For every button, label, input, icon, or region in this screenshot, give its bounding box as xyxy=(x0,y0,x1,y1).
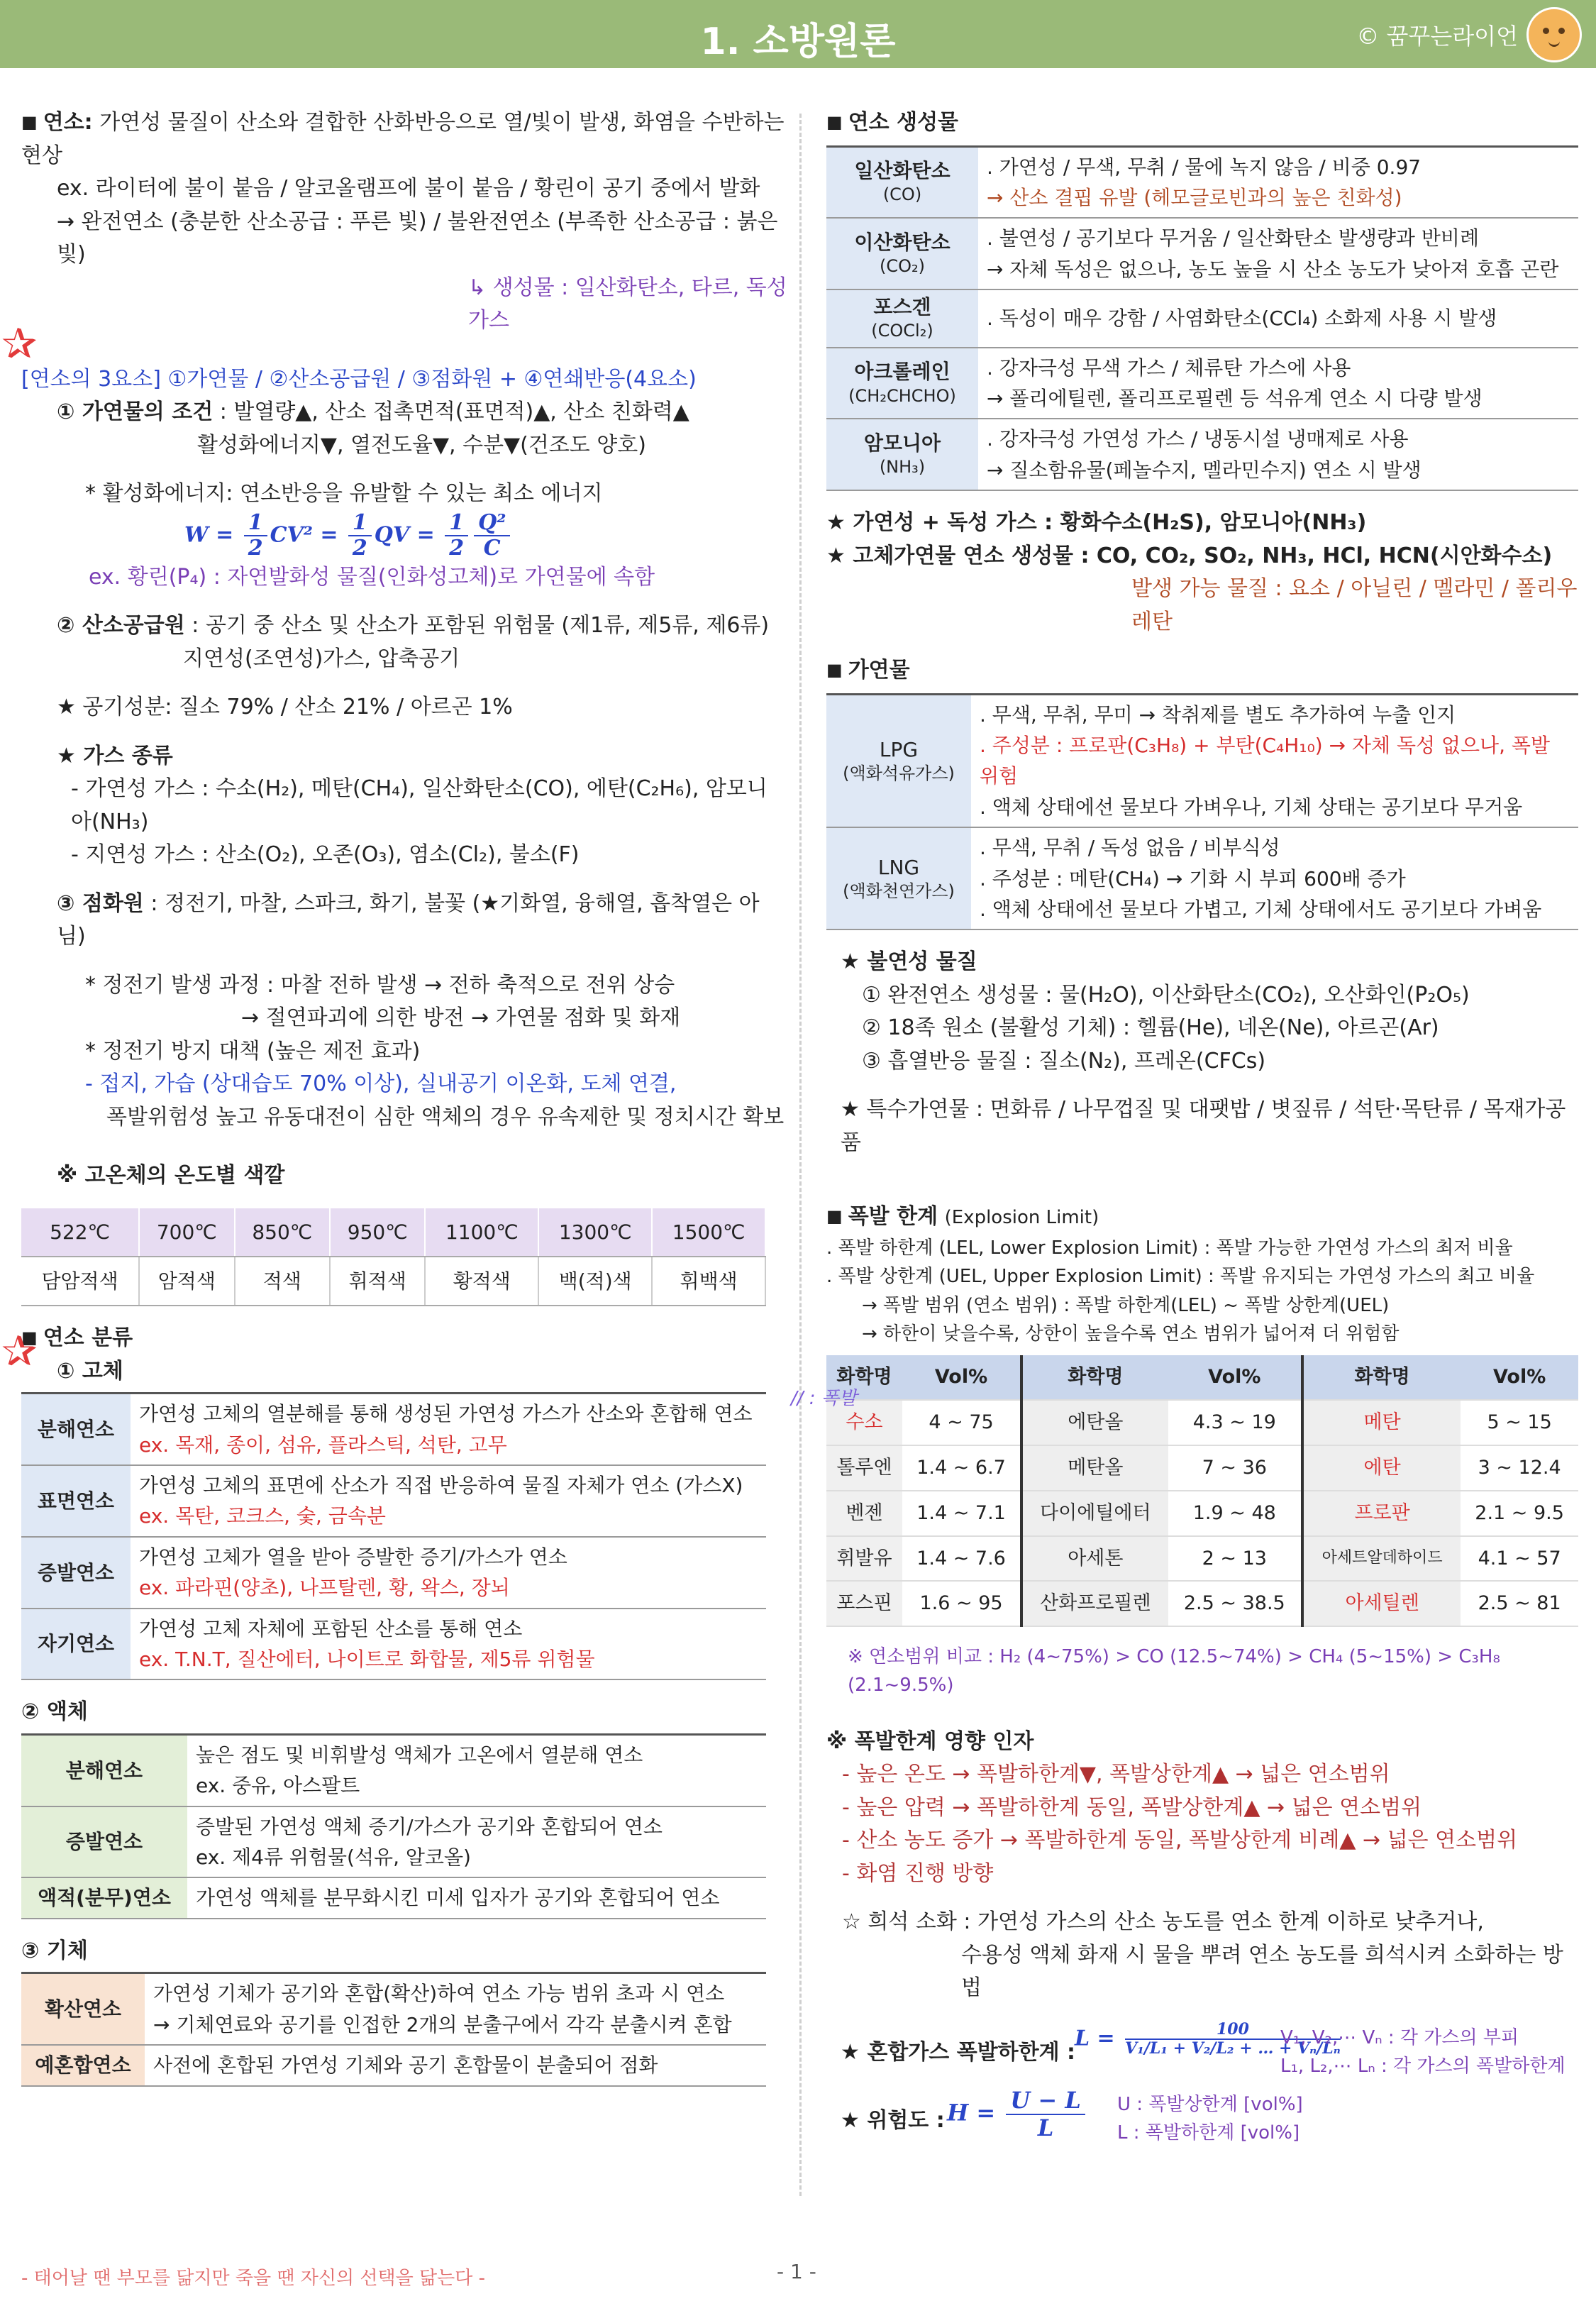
chemical-name: 수소 xyxy=(826,1400,902,1445)
chemical-name: 프로판 xyxy=(1302,1491,1461,1536)
combustion-elements-title: [연소의 3요소] ①가연물 / ②산소공급원 / ③점화원 + ④연쇄반응(4요소) xyxy=(21,366,697,392)
risk-formula: ★ 위험도 : H = $\frac{U - L}{L}$ U : 폭발상한계 [vol%] L : 폭발하한계 [vol%] xyxy=(841,2086,1303,2144)
temp-cell: 1500℃ xyxy=(652,1208,765,1257)
activation-energy-note: * 활성화에너지: 연소반응을 유발할 수 있는 최소 에너지 xyxy=(85,481,603,506)
color-cell: 백(적)색 xyxy=(538,1257,652,1306)
factor-item: - 화염 진행 방향 xyxy=(842,1860,994,1886)
fuels-table: LPG (액화석유가스) . 무색, 무취, 무미 → 착취제를 별도 추가하여 누출 인지 . 주성분 : 프로판(C₃H₈) + 부탄(C₄H₁₀) → 자체 독성 없으나, 폭발 위험 . 액체 상태에선 물보다 가벼우나, 기체 상태는 공기보다 무거움 LNG (액화천연가스) . 무색, 무취 / 독성 없음 / 비부식성 . 주성분 : 메탄(CH₄) → 기화 시 부피 600배 증가 . 액체 상태에선 물보다 가볍고, 기체 상태에서도 공기보다 가벼움 xyxy=(826,693,1578,931)
supporting-gases: - 지연성 가스 : 산소(O₂), 오존(O₃), 염소(Cl₂), 불소(F) xyxy=(71,842,580,867)
row-label: 확산연소 xyxy=(21,1973,145,2045)
liquid-combustion-table: 분해연소 높은 점도 및 비휘발성 액체가 고온에서 열분해 연소 ex. 중유, 아스팔트 증발연소 증발된 가연성 액체 증기/가스가 공기와 혼합되어 연소 ex. 제4류 위험물(석유, 알코올) 액적(분무)연소 가연성 액체를 분무화시킨 미세 입자가 공기와 혼합되어 연소 xyxy=(21,1733,766,1919)
complete-combustion: → 완전연소 (충분한 산소공급 : 푸른 빛) / 불완전연소 (부족한 산소공급 : 붉은 빛) xyxy=(57,209,778,267)
copyright-text: © 꿈꾸는라이언 xyxy=(1356,23,1518,50)
dilution-extinguish: ☆ 희석 소화 : 가연성 가스의 산소 농도를 연소 한계 이하로 낮추거나, xyxy=(842,1909,1484,1935)
color-cell: 암적색 xyxy=(139,1257,234,1306)
phosphorus-example: ex. 황린(P₄) : 자연발화성 물질(인화성고체)로 가연물에 속함 xyxy=(89,564,655,590)
gas-types-title: ★ 가스 종류 xyxy=(57,743,173,768)
right-column xyxy=(826,106,1578,2156)
nonflammable-item: ① 완전연소 생성물 : 물(H₂O), 이산화탄소(CO₂), 오산화인(P₂O₅) xyxy=(862,982,1470,1008)
row-label: 표면연소 xyxy=(21,1465,131,1537)
color-cell: 휘적색 xyxy=(330,1257,425,1306)
lel-def: . 폭발 하한계 (LEL, Lower Explosion Limit) : 폭발 가능한 가연성 가스의 최저 비율 xyxy=(826,1237,1513,1259)
static-prevention-2: 폭발위험성 높고 유동대전이 심한 액체의 경우 유속제한 및 정치시간 확보 xyxy=(106,1104,785,1130)
temperature-color-title: ※ 고온체의 온도별 색깔 xyxy=(57,1163,285,1188)
chemical-name: 다이에틸에터 xyxy=(1021,1491,1168,1536)
chemical-name: 메탄 xyxy=(1302,1400,1461,1445)
fuel-conditions: ① 가연물의 조건 : 발열량▲, 산소 접촉면적(표면적)▲, 산소 친화력▲ xyxy=(57,399,689,424)
temp-cell: 1100℃ xyxy=(425,1208,538,1257)
row-label: 증발연소 xyxy=(21,1537,131,1609)
energy-formula: W = $\frac{1}{2}$ CV² = $\frac{1}{2}$ QV = $\frac{1}{2}$ $\frac{\text{Q²}}{C}$ xyxy=(21,511,787,561)
incomplete-products: ↳ 생성물 : 일산화탄소, 타르, 독성가스 xyxy=(468,275,787,333)
toxic-gases: ★ 가연성 + 독성 가스 : 황화수소(H₂S), 암모니아(NH₃) xyxy=(826,510,1367,536)
row-label: 예혼합연소 xyxy=(21,2045,145,2085)
solid-title: ① 고체 xyxy=(57,1358,123,1384)
chemical-name: 휘발유 xyxy=(826,1536,902,1582)
temp-cell: 700℃ xyxy=(139,1208,234,1257)
combustion-example: ex. 라이터에 불이 붙음 / 알코올램프에 불이 붙음 / 황린이 공기 중에서 발화 xyxy=(57,176,760,201)
nonflammable-title: ★ 불연성 물질 xyxy=(841,949,977,975)
temp-cell: 950℃ xyxy=(330,1208,425,1257)
star-mark-icon: ✰ xyxy=(1,1327,38,1377)
oxygen-source: ② 산소공급원 : 공기 중 산소 및 산소가 포함된 위험물 (제1류, 제5류, 제6류) xyxy=(57,613,770,638)
flammable-gases: - 가연성 가스 : 수소(H₂), 메탄(CH₄), 일산화탄소(CO), 에탄(C₂H₆), 암모니아(NH₃) xyxy=(71,776,767,834)
temp-cell: 522℃ xyxy=(21,1208,139,1257)
chemical-name: 아세틸렌 xyxy=(1302,1581,1461,1626)
combustion-definition: ■ 연소: 가연성 물질이 산소와 결합한 산화반응으로 열/빛이 발생, 화염을 수반하는 현상 xyxy=(21,106,787,172)
range-comparison: ※ 연소범위 비교 : H₂ (4~75%) > CO (12.5~74%) > CH₄ (5~15%) > C₃H₈ (2.1~9.5%) xyxy=(848,1646,1500,1697)
special-combustibles: ★ 특수가연물 : 면화류 / 나무껍질 및 대팻밥 / 볏짚류 / 석탄·목탄류 / 목재가공품 xyxy=(841,1097,1566,1155)
possible-substances: 발생 가능 물질 : 요소 / 아닐린 / 멜라민 / 폴리우레탄 xyxy=(1131,576,1578,634)
row-label: 증발연소 xyxy=(21,1806,187,1878)
page-title: 1. 소방원론 xyxy=(700,21,896,63)
chemical-name: 에탄 xyxy=(1302,1445,1461,1491)
chemical-name: 아세트알데하이드 xyxy=(1302,1536,1461,1582)
uel-def: . 폭발 상한계 (UEL, Upper Explosion Limit) : 폭발 유지되는 가연성 가스의 최고 비율 xyxy=(826,1266,1535,1288)
static-prevention-title: * 정전기 방지 대책 (높은 제전 효과) xyxy=(85,1038,421,1064)
dilution-extinguish-2: 수용성 액체 화재 시 물을 뿌려 연소 농도를 희석시켜 소화하는 방법 xyxy=(961,1942,1563,2001)
color-cell: 휘백색 xyxy=(652,1257,765,1306)
gas-title: ③ 기체 xyxy=(21,1938,88,1963)
chemical-name: 톨루엔 xyxy=(826,1445,902,1491)
chemical-name: 벤젠 xyxy=(826,1491,902,1536)
liquid-title: ② 액체 xyxy=(21,1699,88,1725)
nonflammable-item: ③ 흡열반응 물질 : 질소(N₂), 프레온(CFCs) xyxy=(862,1048,1266,1074)
explosion-limit-table: 화학명 Vol% 화학명 Vol% 화학명 Vol% 수소 4 ~ 75 에탄올 4.3 ~ 19 메탄 5 ~ 15 톨루엔 1.4 ~ 6.7 메탄올 7 ~ 36 에탄 3 ~ 12.4 벤젠 1.4 ~ 7.1 다이에틸에터 1.9 ~ 48 프로판 2.1 ~ 9.5 휘발유 1.4 ~ 7.6 아세톤 2 ~ 13 아세트알데하이드 4.1 ~ 57 포스핀 1.6 ~ 95 산화프로필렌 2.5 ~ 38.5 아세틸렌 2.5 ~ 81 xyxy=(826,1355,1578,1627)
products-table: 일산화탄소 (CO) . 가연성 / 무색, 무취 / 물에 녹지 않음 / 비중 0.97 → 산소 결핍 유발 (헤모글로빈과의 높은 친화성) 이산화탄소 (CO₂) . 불연성 / 공기보다 무거움 / 일산화탄소 발생량과 반비례 → 자체 독성은 없으나, 농도 높을 시 산소 농도가 낮아져 호흡 곤란 포스겐 (COCl₂) . 독성이 매우 강함 / 사염화탄소(CCl₄) 소화제 사용 시 발생 아크롤레인 (CH₂CHCHO) . 강자극성 무색 가스 / 체류탄 가스에 사용 → 폴리에틸렌, 폴리프로필렌 등 석유계 연소 시 다량 발생 암모니아 (NH₃) . 강자극성 가연성 가스 / 냉동시설 냉매제로 사용 → 질소함유물(페놀수지, 멜라민수지) 연소 시 발생 xyxy=(826,145,1578,492)
row-label: 분해연소 xyxy=(21,1394,131,1465)
chemical-name: 아세톤 xyxy=(1021,1536,1168,1582)
factor-item: - 산소 농도 증가 → 폭발하한계 동일, 폭발상한계 비례▲ → 넓은 연소범위 xyxy=(842,1828,1518,1853)
factor-item: - 높은 온도 → 폭발하한계▼, 폭발상한계▲ → 넓은 연소범위 xyxy=(842,1762,1390,1787)
factors-title: ※ 폭발한계 영향 인자 xyxy=(826,1728,1034,1754)
static-prevention: - 접지, 가습 (상대습도 70% 이상), 실내공기 이온화, 도체 연결, xyxy=(85,1071,677,1096)
factor-item: - 높은 압력 → 폭발하한계 동일, 폭발상한계▲ → 넓은 연소범위 xyxy=(842,1794,1422,1820)
row-label: 분해연소 xyxy=(21,1734,187,1806)
chemical-name: 산화프로필렌 xyxy=(1021,1581,1168,1626)
lion-logo-icon xyxy=(1526,7,1582,62)
solid-fuel-products: ★ 고체가연물 연소 생성물 : CO, CO₂, SO₂, NH₃, HCl, HCN(시안화수소) xyxy=(826,543,1553,568)
chemical-name: 에탄올 xyxy=(1021,1400,1168,1445)
static-process: * 정전기 발생 과정 : 마찰 전하 발생 → 전하 축적으로 전위 상승 xyxy=(85,972,675,998)
chemical-name: 포스핀 xyxy=(826,1581,902,1626)
chemical-name: 메탄올 xyxy=(1021,1445,1168,1491)
nonflammable-item: ② 18족 원소 (불활성 기체) : 헬륨(He), 네온(Ne), 아르곤(Ar) xyxy=(862,1015,1439,1041)
temperature-color-table xyxy=(21,1208,766,1307)
row-label: 액적(분무)연소 xyxy=(21,1877,187,1918)
fuel-conditions-2: 활성화에너지▼, 열전도율▼, 수분▼(건조도 양호) xyxy=(197,432,646,458)
classification-title: ■ 연소 분류 xyxy=(21,1322,787,1355)
color-cell: 담암적색 xyxy=(21,1257,139,1306)
temp-cell: 1300℃ xyxy=(538,1208,652,1257)
left-column xyxy=(21,106,787,2087)
static-process-2: → 절연파괴에 의한 방전 → 가연물 점화 및 화재 xyxy=(241,1005,681,1030)
header-bar xyxy=(0,0,1596,68)
products-title: ■ 연소 생성물 xyxy=(826,106,1578,140)
temp-cell: 850℃ xyxy=(235,1208,330,1257)
handwritten-scribble: // : 폭발 xyxy=(791,1388,858,1409)
explosion-danger: → 하한이 낮을수록, 상한이 높을수록 연소 범위가 넓어져 더 위험함 xyxy=(862,1323,1400,1345)
mixed-gas-formula: ★ 혼합가스 폭발하한계 : L = $\frac{100}{\text{V₁/L₁ + V₂/L₂ + … + Vₙ/Lₙ}}$ V₁, V₂,⋯ Vₙ : 각 가스의 부피 L₁, L₂,⋯ Lₙ : 각 가스의 폭발하한계 xyxy=(841,2019,1565,2077)
air-composition: ★ 공기성분: 질소 79% / 산소 21% / 아르곤 1% xyxy=(57,695,513,719)
footer-quote: - 태어날 땐 부모를 닮지만 죽을 땐 자신의 선택을 닮는다 - xyxy=(21,2268,485,2289)
star-mark-icon: ✰ xyxy=(1,319,38,369)
gas-combustion-table: 확산연소 가연성 기체가 공기와 혼합(확산)하여 연소 가능 범위 초과 시 연소 → 기체연료와 공기를 인접한 2개의 분출구에서 각각 분출시켜 혼합 예혼합연소 사전에 혼합된 가연성 기체와 공기 혼합물이 분출되어 점화 xyxy=(21,1972,766,2086)
page-number: - 1 - xyxy=(777,2260,816,2283)
color-cell: 황적색 xyxy=(425,1257,538,1306)
column-divider xyxy=(799,114,803,2196)
color-cell: 적색 xyxy=(235,1257,330,1306)
ignition-source: ③ 점화원 : 정전기, 마찰, 스파크, 화기, 불꽃 (★기화열, 융해열, 흡착열은 아님) xyxy=(57,890,760,949)
fuels-title: ■ 가연물 xyxy=(826,654,1578,688)
oxygen-source-2: 지연성(조연성)가스, 압축공기 xyxy=(183,646,460,671)
solid-combustion-table: 분해연소 가연성 고체의 열분해를 통해 생성된 가연성 가스가 산소와 혼합해 연소 ex. 목재, 종이, 섬유, 플라스틱, 석탄, 고무 표면연소 가연성 고체의 표면에 산소가 직접 반응하여 물질 자체가 연소 (가스X) ex. 목탄, 코크스, 숯, 금속분 증발연소 가연성 고체가 열을 받아 증발한 증기/가스가 연소 ex. 파라핀(양초), 나프탈렌, 황, 왁스, 장뇌 자기연소 가연성 고체 자체에 포함된 산소를 통해 연소 ex. T.N.T, 질산에터, 나이트로 화합물, 제5류 위험물 xyxy=(21,1392,766,1680)
explosion-limit-title: ■ 폭발 한계 (Explosion Limit) xyxy=(826,1201,1578,1234)
row-label: 자기연소 xyxy=(21,1609,131,1680)
explosion-range: → 폭발 범위 (연소 범위) : 폭발 하한계(LEL) ~ 폭발 상한계(UEL) xyxy=(862,1294,1390,1316)
